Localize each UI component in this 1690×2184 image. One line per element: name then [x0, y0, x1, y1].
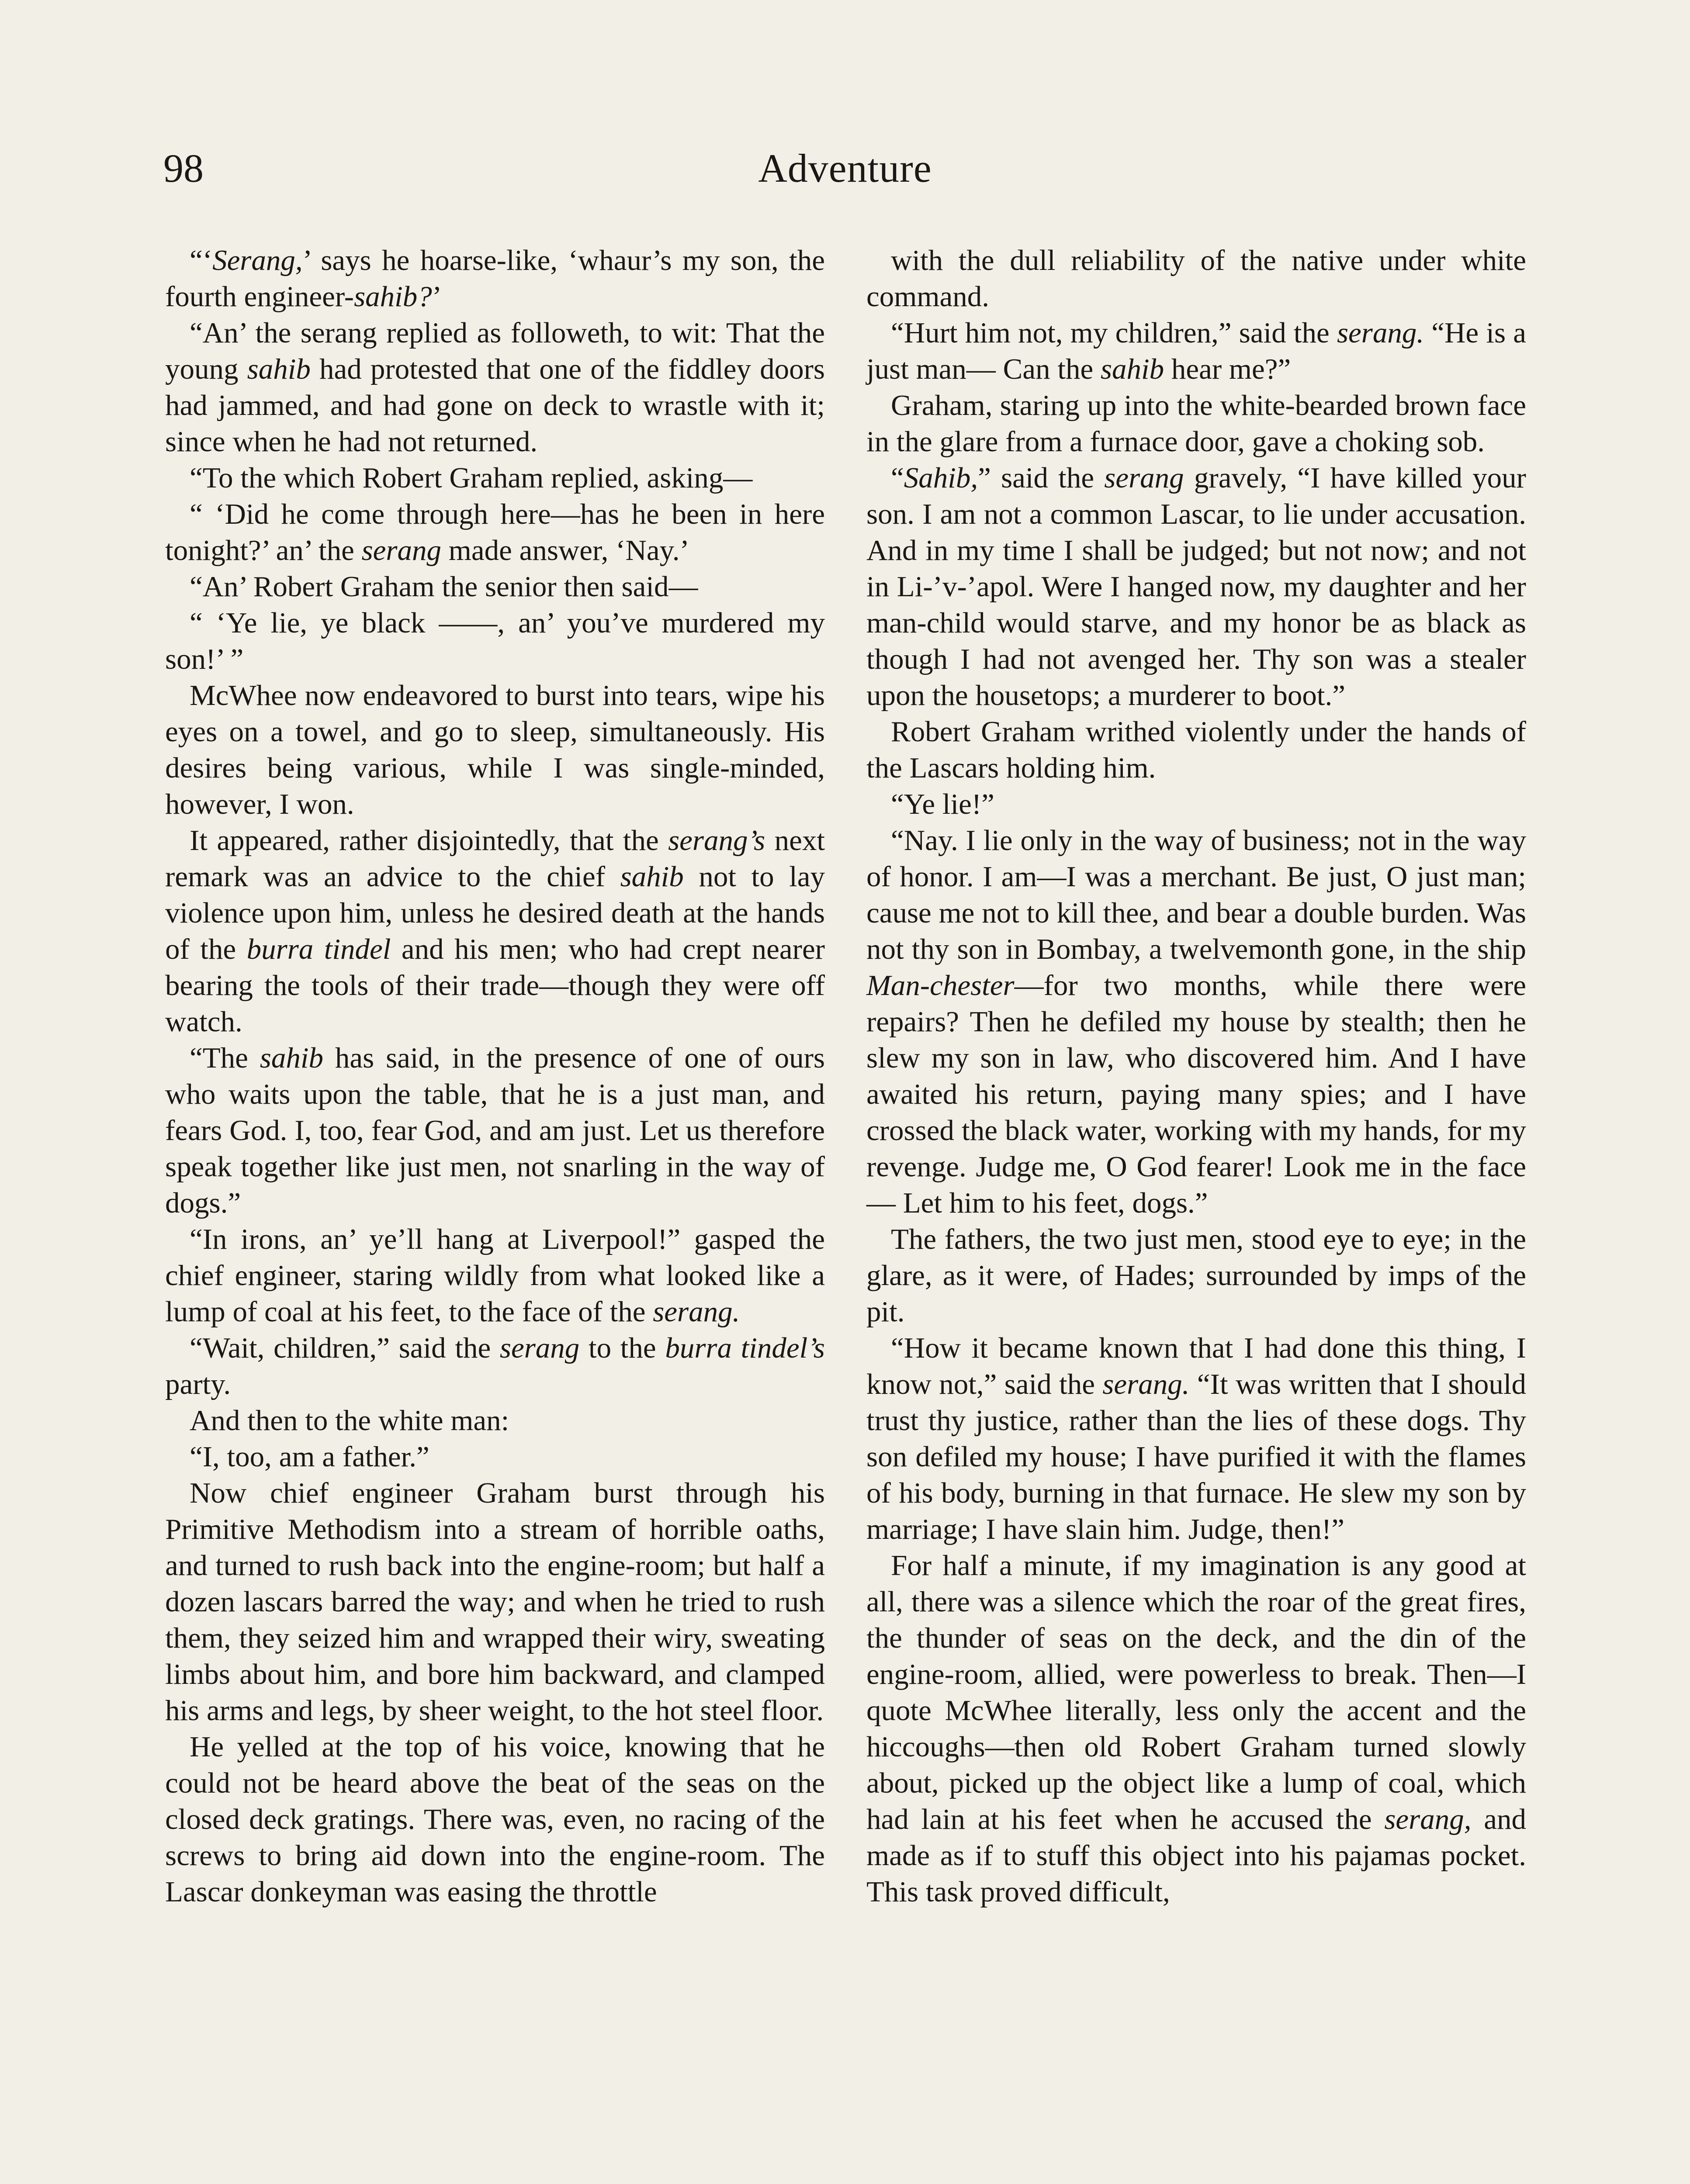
paragraph: Robert Graham writhed violently under the hands of the Lascars holding him. — [866, 715, 1526, 784]
page-number: 98 — [163, 146, 204, 190]
paragraph: “An’ the serang replied as followeth, to wit: That the young sahib had protested that one of the fiddley doors had jammed, and had gone on deck to wrastle with it; since when he had not returned. — [165, 317, 825, 458]
paragraph: Graham, staring up into the white-bearded brown face in the glare from a furnace door, gave a choking sob. — [866, 389, 1526, 458]
paragraph: And then to the white man: — [190, 1404, 509, 1437]
paragraph: “Nay. I lie only in the way of business; not in the way of honor. I am—I was a merchant. Be just, O just man; cause me not to kill thee, and bear a double burden. Was not thy son in Bombay, a twelvemonth gone, in the ship Man-chester—for two months, while there were repairs? Then he defiled my house by stealth; then he slew my son in law, who discovered him. And I have awaited his return, paying many spies; and I have crossed the black water, working with my hands, for my revenge. Judge me, O God fearer! Look me in the face— Let him to his feet, dogs.” — [866, 824, 1526, 1219]
paragraph: “Hurt him not, my children,” said the serang. “He is a just man— Can the sahib hear me?” — [866, 317, 1526, 385]
paragraph: “I, too, am a father.” — [190, 1441, 429, 1473]
paragraph: Now chief engineer Graham burst through his Primitive Methodism into a stream of horrible oaths, and turned to rush back into the engine-room; but half a dozen lascars barred the way; and when he tried to rush them, they seized him and wrapped their wiry, sweating limbs about him, and bore him backward, and clamped his arms and legs, by sheer weight, to the hot steel floor. — [165, 1477, 825, 1727]
page-header — [163, 144, 1527, 201]
right-column — [866, 242, 1526, 1910]
left-column — [165, 242, 825, 1910]
paragraph: The fathers, the two just men, stood eye to eye; in the glare, as it were, of Hades; surrounded by imps of the pit. — [866, 1223, 1526, 1328]
paragraph: “ ‘Ye lie, ye black ——, an’ you’ve murdered my son!’ ” — [165, 607, 825, 675]
paragraph: “‘Serang,’ says he hoarse-like, ‘whaur’s my son, the fourth engineer-sahib?’ — [165, 244, 825, 313]
paragraph: “In irons, an’ ye’ll hang at Liverpool!” gasped the chief engineer, staring wildly from what looked like a lump of coal at his feet, to the face of the serang. — [165, 1223, 825, 1328]
paragraph: with the dull reliability of the native under white command. — [866, 244, 1526, 313]
paragraph: “An’ Robert Graham the senior then said— — [190, 570, 698, 603]
paragraph: “The sahib has said, in the presence of one of ours who waits upon the table, that he is a just man, and fears God. I, too, fear God, and am just. Let us therefore speak together like just men, not snarling in the way of dogs.” — [165, 1042, 825, 1219]
paragraph: He yelled at the top of his voice, knowing that he could not be heard above the beat of the seas on the closed deck gratings. There was, even, no racing of the screws to bring aid down into the engine-room. The Lascar donkeyman was easing the throttle — [165, 1731, 825, 1908]
paragraph: It appeared, rather disjointedly, that the serang’s next remark was an advice to the chief sahib not to lay violence upon him, unless he desired death at the hands of the burra tindel and his men; who had crept nearer bearing the tools of their trade—though they were off watch. — [165, 824, 825, 1038]
paragraph: “ ‘Did he come through here—has he been in here tonight?’ an’ the serang made answer, ‘Nay.’ — [165, 498, 825, 567]
paragraph: “To the which Robert Graham replied, asking— — [190, 462, 753, 494]
paragraph: “Sahib,” said the serang gravely, “I have killed your son. I am not a common Lascar, to lie under accusation. And in my time I shall be judged; but not now; and not in Li-’v-’apol. Were I hanged now, my daughter and her man-child would starve, and my honor be as black as though I had not avenged her. Thy son was a stealer upon the housetops; a murderer to boot.” — [866, 462, 1526, 712]
paragraph: McWhee now endeavored to burst into tears, wipe his eyes on a towel, and go to sleep, simultaneously. His desires being various, while I was single-minded, however, I won. — [165, 679, 825, 820]
paragraph: “Wait, children,” said the serang to the burra tindel’s party. — [165, 1332, 825, 1400]
paragraph: For half a minute, if my imagination is any good at all, there was a silence which the roar of the great fires, the thunder of seas on the deck, and the din of the engine-room, allied, were powerless to break. Then—I quote McWhee literally, less only the accent and the hiccoughs—then old Robert Graham turned slowly about, picked up the object like a lump of coal, which had lain at his feet when he accused the serang, and made as if to stuff this object into his pajamas pocket. This task proved difficult, — [866, 1549, 1526, 1908]
paragraph: “How it became known that I had done this thing, I know not,” said the serang. “It was written that I should trust thy justice, rather than the lies of these dogs. Thy son defiled my house; I have purified it with the flames of his body, burning in that furnace. He slew my son by marriage; I have slain him. Judge, then!” — [866, 1332, 1526, 1545]
running-title: Adventure — [758, 146, 932, 190]
paragraph: “Ye lie!” — [891, 788, 994, 820]
